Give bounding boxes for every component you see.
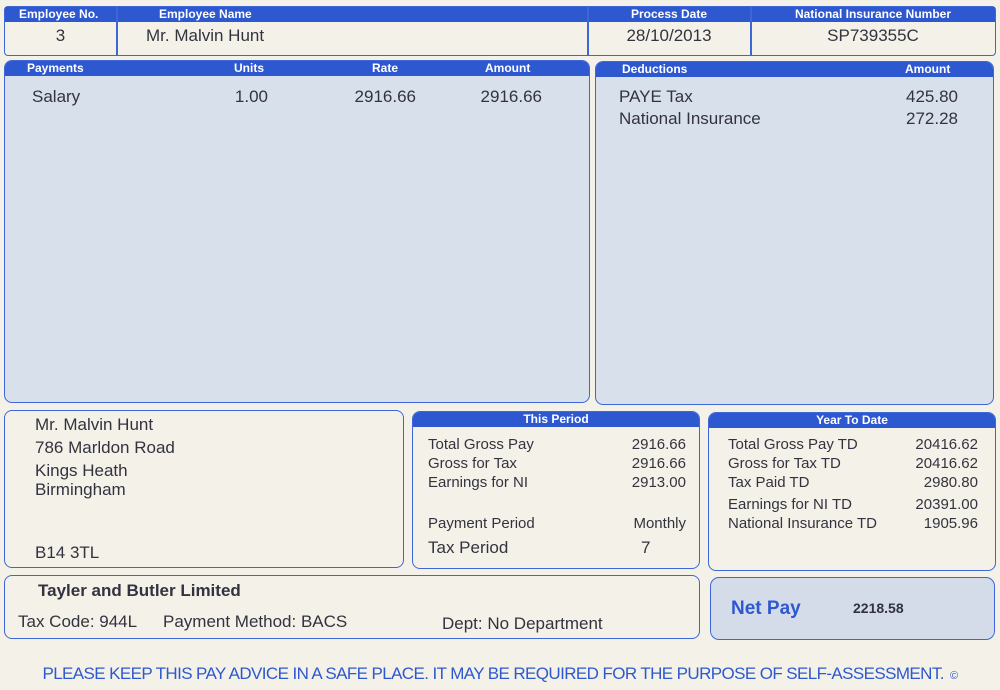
address-line: 786 Marldon Road	[35, 438, 175, 457]
payment-row-name: Salary	[32, 87, 81, 106]
address-postcode: B14 3TL	[35, 543, 100, 562]
employee-no-value: 3	[55, 26, 66, 45]
payment-row-amount: 2916.66	[480, 87, 542, 106]
company-name: Tayler and Butler Limited	[38, 581, 241, 600]
payments-col-rate: Rate	[372, 61, 399, 75]
this-period-label: Gross for Tax	[428, 455, 517, 472]
payments-col-units: Units	[234, 61, 264, 75]
deductions-col-amount: Amount	[905, 62, 951, 76]
tax-period-value: 7	[641, 538, 651, 557]
tax-code: Tax Code: 944L	[18, 612, 138, 631]
header-divider	[116, 6, 118, 56]
ni-number-value: SP739355C	[827, 26, 919, 45]
payments-header	[5, 61, 589, 76]
address-line: Birmingham	[35, 480, 126, 499]
payments-panel	[4, 60, 590, 403]
ytd-value: 1905.96	[923, 515, 978, 532]
year-to-date-header: Year To Date	[709, 413, 995, 428]
net-pay-label: Net Pay	[731, 598, 801, 619]
this-period-header: This Period	[413, 412, 699, 427]
this-period-value: 2913.00	[631, 474, 686, 491]
ytd-value: 20416.62	[915, 436, 978, 453]
ytd-value: 20416.62	[915, 455, 978, 472]
employee-no-header: Employee No.	[5, 7, 116, 22]
this-period-label: Earnings for NI	[428, 474, 529, 491]
payments-title: Payments	[27, 61, 84, 75]
copyright-icon: ©	[950, 670, 958, 682]
payment-row-rate: 2916.66	[354, 87, 416, 106]
deductions-header	[596, 62, 993, 77]
employee-name-header: Employee Name	[117, 7, 587, 22]
tax-period-label: Tax Period	[428, 538, 509, 557]
process-date-header: Process Date	[588, 7, 750, 22]
address-line: Mr. Malvin Hunt	[35, 415, 154, 434]
deduction-row-amount: 272.28	[906, 109, 958, 128]
payment-method: Payment Method: BACS	[163, 612, 348, 631]
payment-period-value: Monthly	[633, 515, 686, 532]
payment-row-units: 1.00	[234, 87, 268, 106]
ytd-label: Gross for Tax TD	[728, 455, 841, 472]
ytd-label: Tax Paid TD	[728, 474, 810, 491]
footer-notice-text: PLEASE KEEP THIS PAY ADVICE IN A SAFE PLACE. IT MAY BE REQUIRED FOR THE PURPOSE OF SELF-ASSESSMENT.	[42, 664, 944, 683]
net-pay-value: 2218.58	[853, 600, 904, 616]
deduction-row-name: PAYE Tax	[619, 87, 693, 106]
ytd-value: 2980.80	[923, 474, 978, 491]
address-line: Kings Heath	[35, 461, 128, 480]
footer-notice	[0, 664, 1000, 684]
department: Dept: No Department	[442, 614, 603, 633]
ytd-label: National Insurance TD	[728, 515, 877, 532]
this-period-label: Total Gross Pay	[428, 436, 534, 453]
this-period-value: 2916.66	[631, 455, 686, 472]
ytd-value: 20391.00	[915, 496, 978, 513]
deduction-row-amount: 425.80	[906, 87, 958, 106]
ytd-label: Earnings for NI TD	[728, 496, 852, 513]
ytd-label: Total Gross Pay TD	[728, 436, 858, 453]
deduction-row-name: National Insurance	[619, 109, 761, 128]
employee-name-value: Mr. Malvin Hunt	[146, 26, 265, 45]
ni-number-header: National Insurance Number	[751, 7, 995, 22]
payments-col-amount: Amount	[485, 61, 531, 75]
process-date-value: 28/10/2013	[626, 26, 712, 45]
deductions-title: Deductions	[622, 62, 688, 76]
payment-period-label: Payment Period	[428, 515, 535, 532]
this-period-value: 2916.66	[631, 436, 686, 453]
